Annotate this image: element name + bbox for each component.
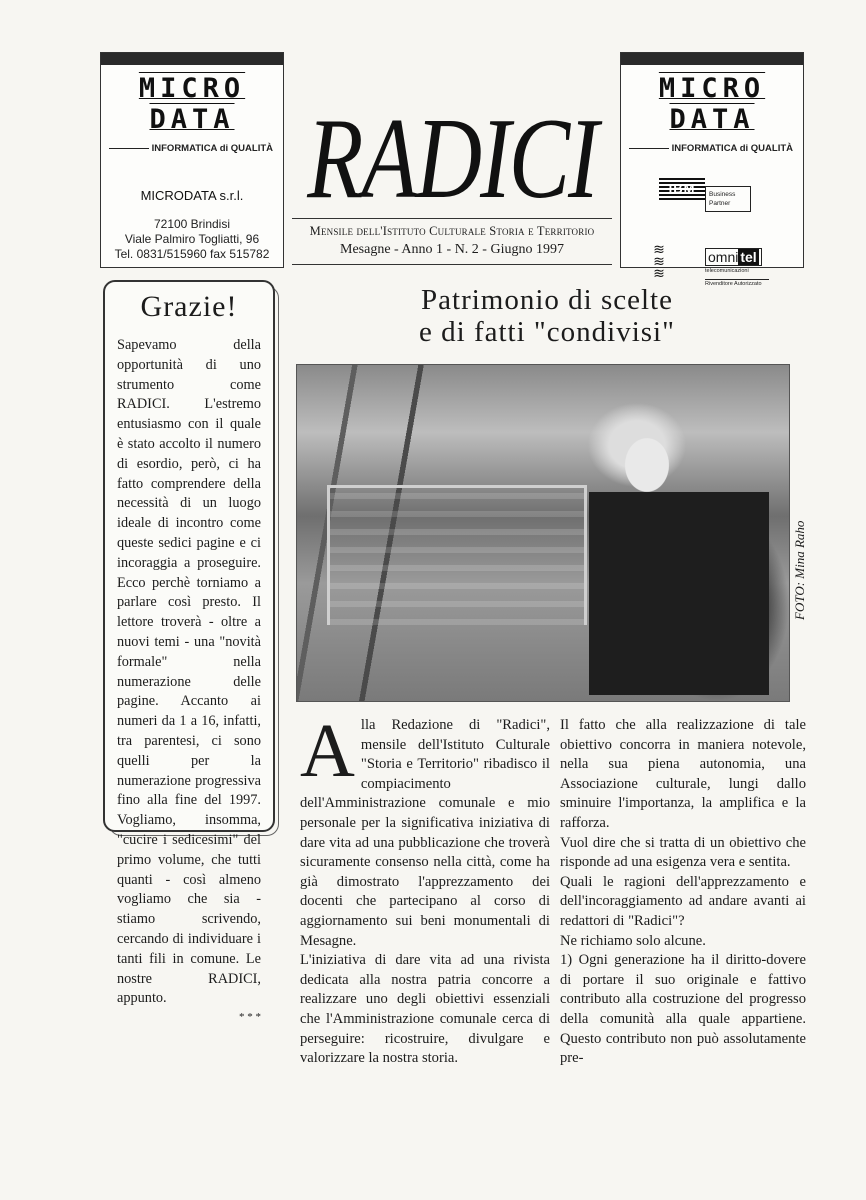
sidebar-text: Sapevamo della opportunità di uno strumento come RADICI. L'estremo entusiasmo con il quale è stato accolto il numero di esordio, però, ci ha fatto comprendere della necessità di un luogo ideale di incontro come queste sedici pagine e ci incoraggia a proseguire. Ecco perchè torniamo a parlare così presto. Il lettore troverà - oltre a nuovi temi - una "novità formale" nella numerazione delle pagine. Accanto ai numeri da 1 a 16, infatti, tra parentesi, ci sono quelli per la numerazione progressiva fino alla fine del 1997. Vogliamo, insomma, "cucire i sedicesimi" del primo volume, che tutti quanti - così almeno vogliamo che sia - stiamo scrivendo, cercando di individuare i tanti fili in comune. Le nostre RADICI, appunto. [117, 337, 261, 1007]
brand-logo: MICRO DATA [658, 73, 766, 135]
brand-logo: MICRO DATA [138, 73, 246, 135]
address-city: 72100 Brindisi [153, 217, 231, 231]
tagline-rule [629, 148, 669, 149]
omnitel-sub: telecomunicazioni [705, 268, 749, 274]
ad-tagline [621, 143, 803, 154]
address-street: Viale Palmiro Togliatti, 96 [124, 232, 260, 246]
ad-microdata-right [620, 52, 804, 287]
masthead-rule [292, 218, 612, 219]
article-column-2 [560, 716, 806, 1069]
headline-line-1: Patrimonio di scelte [421, 284, 673, 316]
masthead-rule-bottom [292, 264, 612, 265]
ad-top-bar [101, 53, 283, 65]
ad-microdata-left [100, 52, 284, 268]
ad-tagline [101, 143, 283, 154]
tagline-text: INFORMATICA di QUALITÀ [671, 143, 793, 154]
article-paragraph: 1) Ogni generazione ha il diritto-dovere di portare il suo originale e fattivo contributo alla costruzione del progresso della comunità alla quale appartiene. Questo contributo non può assolutamente pre- [560, 952, 806, 1067]
company-address [101, 217, 283, 262]
headline-line-2: e di fatti "condivisi" [419, 316, 675, 348]
article-paragraph: Quali le ragioni dell'apprezzamento e dell'incoraggiamento ad andare avanti ai redattori di "Radici"? [560, 873, 806, 929]
masthead-subtitle: Mensile dell'Istituto Culturale Storia e Territorio [309, 224, 595, 238]
address-phone: Tel. 0831/515960 fax 515782 [114, 247, 270, 261]
issue-info: Mesagne - Anno 1 - N. 2 - Giugno 1997 [340, 242, 564, 257]
article-photo [296, 364, 790, 702]
company-name: MICRODATA s.r.l. [140, 188, 244, 203]
article-paragraph: Ne richiamo solo alcune. [560, 932, 706, 949]
article-paragraph: Alla Redazione di "Radici", mensile dell'Istituto Culturale "Storia e Territorio" ribadisco il compiacimento dell'Amministrazione comunale e mio personale per la significativa iniziativa di dare vita ad una pubblicazione che troverà sicuramente consenso nella città, come ha già dimostrato l'apprezzamento dei docenti che partecipano al corso di aggiornamento sui beni monumentali di Mesagne. [300, 709, 550, 949]
omnitel-reseller: Rivenditore Autorizzato [705, 279, 769, 287]
business-partner-label: Business Partner [705, 186, 751, 212]
swirl-icon: ≋ ≋ ≋ [653, 242, 665, 282]
partner-logos [621, 154, 803, 294]
sidebar-grazie [103, 280, 275, 1024]
masthead-title: RADICI [307, 94, 597, 222]
article-headline [292, 284, 802, 348]
article-paragraph: L'iniziativa di dare vita ad una rivista dedicata alla nostra patria concorre a realizzare uno degli obiettivi essenziali che l'Amministrazione comunale cerca di perseguire: ricostruire, divulgare e valorizzare la nostra storia. [300, 952, 550, 1067]
photo-credit: FOTO: Mina Raho [792, 520, 807, 620]
dropcap: A [300, 709, 355, 793]
tagline-text: INFORMATICA di QUALITÀ [151, 143, 273, 154]
article-paragraph: Il fatto che alla realizzazione di tale obiettivo concorra in maniera notevole, nella sua piena autonomia, una Associazione culturale, lungi dallo sminuire l'importanza, la amplifica e la rafforza. [560, 717, 806, 831]
article-paragraph: Vuol dire che si tratta di un obiettivo che risponde ad una esigenza vera e sentita. [560, 834, 806, 871]
photo-figure [589, 405, 769, 695]
omnitel-name: omni tel [705, 248, 762, 266]
omnitel-logo [705, 248, 769, 287]
sidebar-end-mark: * * * [239, 1011, 261, 1024]
tagline-rule [109, 148, 149, 149]
ad-top-bar [621, 53, 803, 65]
ibm-logo: IBM [659, 178, 705, 200]
article-column-1 [300, 709, 550, 1069]
photo-bench [327, 485, 587, 625]
sidebar-title: Grazie! [140, 290, 238, 323]
